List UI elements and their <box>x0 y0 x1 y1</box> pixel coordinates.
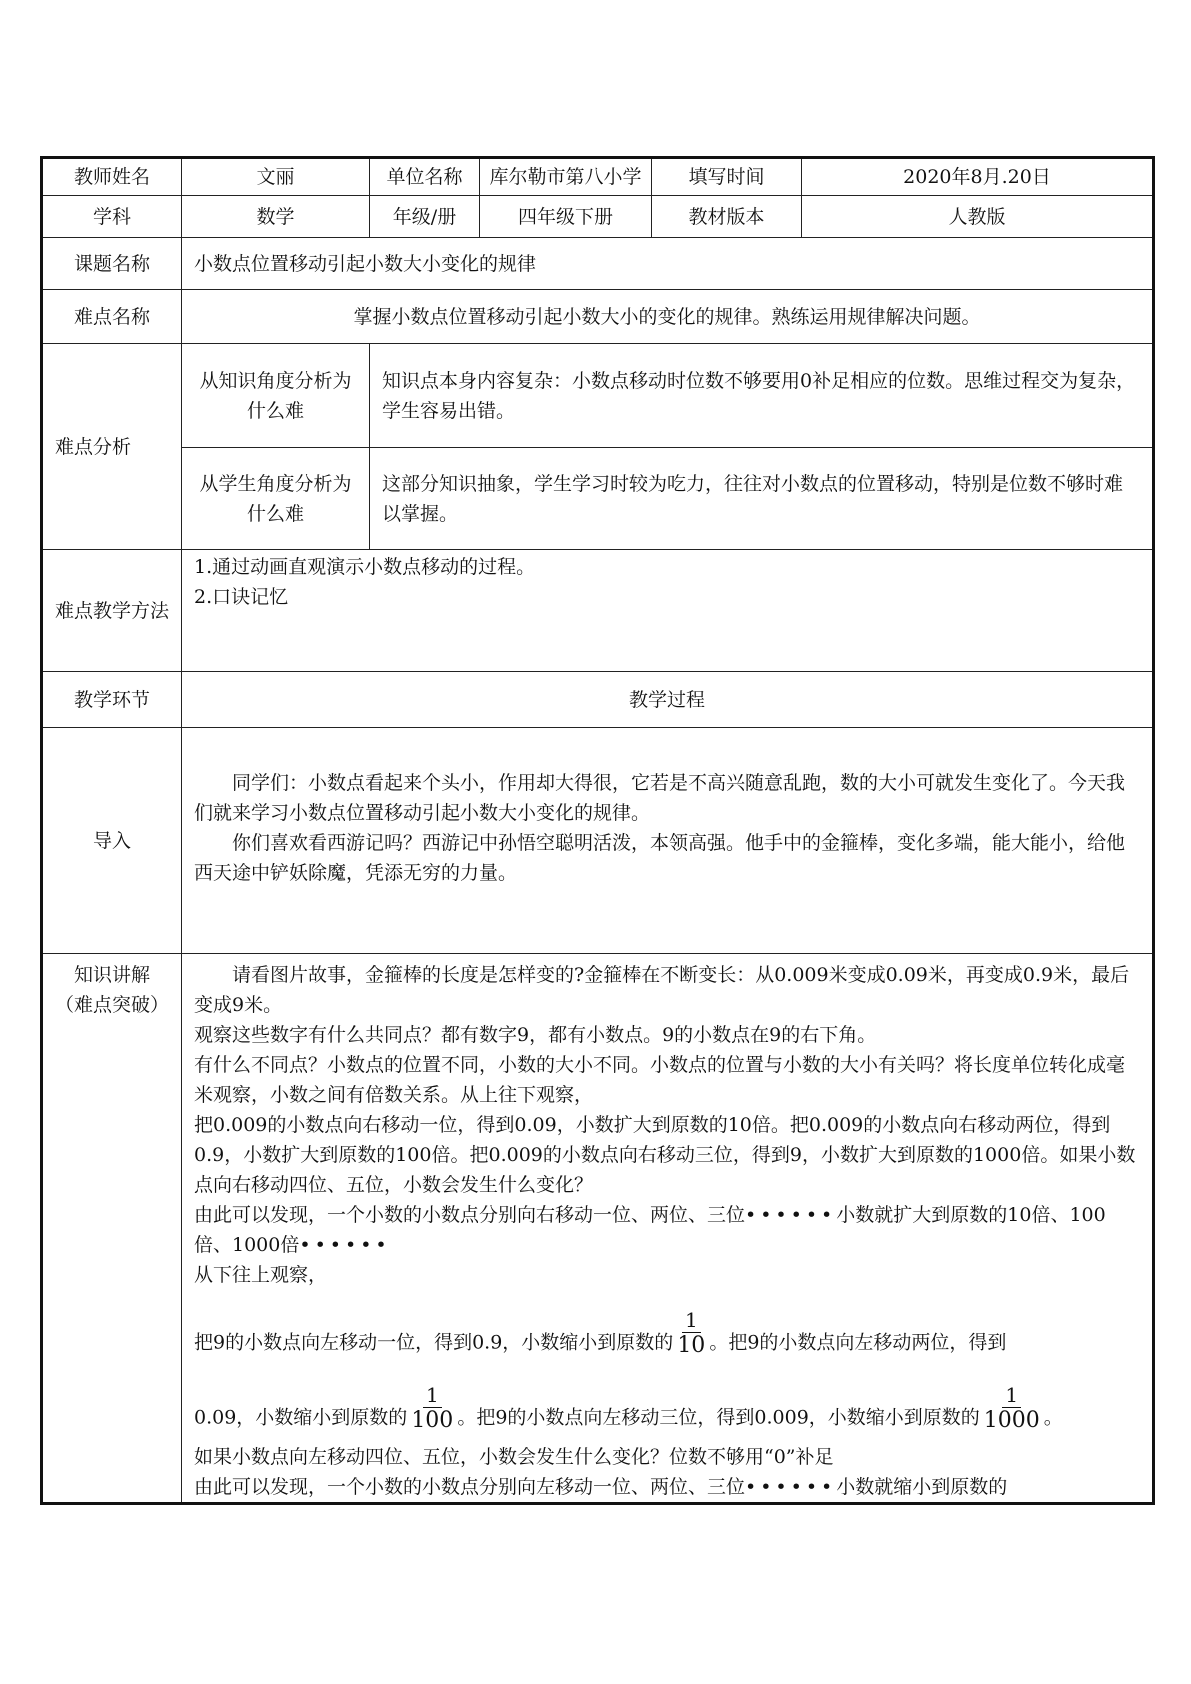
intro-content <box>182 728 1154 954</box>
student-angle-label: 从学生角度分析为什么难 <box>182 448 370 550</box>
knowledge-label: 知识讲解 <box>73 964 150 986</box>
difficulty-value: 掌握小数点位置移动引起小数大小的变化的规律。熟练运用规律解决问题。 <box>182 290 1154 344</box>
right-move-summary-a: 由此可以发现，一个小数的小数点分别向右移动一位、两位、三位 <box>194 1204 746 1226</box>
date-label: 填写时间 <box>652 158 802 196</box>
fraction-one-hundredth <box>411 1385 453 1432</box>
knowledge-paragraph-3: 有什么不同点？小数点的位置不同，小数的大小不同。小数点的位置与小数的大小有关吗？将长度单位转化成毫米观察，小数之间有倍数关系。从上往下观察， <box>194 1054 1126 1106</box>
left-move-text-a: 把9的小数点向左移动一位，得到0.9，小数缩小到原数的 <box>194 1331 674 1354</box>
knowledge-row <box>42 954 1154 1504</box>
analysis-label: 难点分析 <box>42 344 182 550</box>
date-value: 2020年8月.20日 <box>802 158 1154 196</box>
stage-header: 教学环节 <box>42 672 182 728</box>
right-move-summary-b: 小数就扩大到原数的10倍、100倍、1000倍 <box>194 1204 1106 1256</box>
process-header-row <box>42 672 1154 728</box>
intro-paragraph-2: 你们喜欢看西游记吗？西游记中孙悟空聪明活泼，本领高强。他手中的金箍棒，变化多端，能大能小，给他西天途中铲妖除魔，凭添无穷的力量。 <box>194 832 1126 884</box>
fraction-numerator: 1 <box>423 1385 442 1408</box>
student-angle-text: 这部分知识抽象，学生学习时较为吃力，往往对小数点的位置移动，特别是位数不够时难以掌握。 <box>370 448 1154 550</box>
fraction-denominator: 1000 <box>983 1408 1040 1433</box>
unit-label: 单位名称 <box>370 158 480 196</box>
knowledge-paragraph-6: 从下往上观察， <box>194 1264 328 1286</box>
left-move-text-c: 0.09，小数缩小到原数的 <box>194 1406 408 1429</box>
ellipsis-dots: •••••• <box>745 1476 837 1498</box>
knowledge-paragraph-4: 把0.009的小数点向右移动一位，得到0.09，小数扩大到原数的10倍。把0.009的小数点向右移动两位，得到0.9，小数扩大到原数的100倍。把0.009的小数点向右移动三位，得到9，小数扩大到原数的1000倍。如果小数点向右移动四位、五位，小数会发生什么变化？ <box>194 1114 1136 1196</box>
difficulty-row <box>42 290 1154 344</box>
intro-row <box>42 728 1154 954</box>
left-move-summary-a: 由此可以发现，一个小数的小数点分别向左移动一位、两位、三位 <box>194 1476 746 1498</box>
grade-value: 四年级下册 <box>480 196 652 238</box>
unit-value: 库尔勒市第八小学 <box>480 158 652 196</box>
method-content <box>182 550 1154 672</box>
fraction-denominator: 10 <box>677 1333 706 1358</box>
subject-label: 学科 <box>42 196 182 238</box>
ellipsis-dots: •••••• <box>745 1204 837 1226</box>
grade-label: 年级/册 <box>370 196 480 238</box>
topic-value: 小数点位置移动引起小数大小变化的规律 <box>182 238 1154 290</box>
fraction-numerator: 1 <box>1002 1385 1021 1408</box>
knowledge-content <box>182 954 1154 1504</box>
knowledge-sublabel: （难点突破） <box>54 994 169 1016</box>
analysis-row-knowledge <box>42 344 1154 448</box>
fraction-numerator: 1 <box>682 1310 701 1333</box>
knowledge-angle-text: 知识点本身内容复杂：小数点移动时位数不够要用0补足相应的位数。思维过程交为复杂，学生容易出错。 <box>370 344 1154 448</box>
method-row <box>42 550 1154 672</box>
knowledge-paragraph-1: 请看图片故事，金箍棒的长度是怎样变的?金箍棒在不断变长：从0.009米变成0.09米，再变成0.9米，最后变成9米。 <box>194 964 1130 1016</box>
knowledge-paragraph-2: 观察这些数字有什么共同点？都有数字9，都有小数点。9的小数点在9的右下角。 <box>194 1024 877 1046</box>
lesson-plan-table <box>40 156 1155 1505</box>
header-row-1 <box>42 158 1154 196</box>
method-item-2: 2.口诀记忆 <box>194 586 289 608</box>
subject-value: 数学 <box>182 196 370 238</box>
knowledge-paragraph-10 <box>194 1472 1140 1502</box>
topic-label: 课题名称 <box>42 238 182 290</box>
ellipsis-dots: •••••• <box>299 1234 391 1256</box>
knowledge-paragraph-9: 如果小数点向左移动四位、五位，小数会发生什么变化？位数不够用“0”补足 <box>194 1446 834 1468</box>
difficulty-label: 难点名称 <box>42 290 182 344</box>
knowledge-angle-label: 从知识角度分析为什么难 <box>182 344 370 448</box>
left-move-text-b: 。把9的小数点向左移动两位，得到 <box>709 1331 1007 1354</box>
knowledge-paragraph-5 <box>194 1200 1140 1260</box>
knowledge-label-cell <box>42 954 182 1504</box>
header-row-2 <box>42 196 1154 238</box>
left-move-text-e: 。 <box>1043 1406 1063 1429</box>
left-move-text-d: 。把9的小数点向左移动三位，得到0.009，小数缩小到原数的 <box>457 1406 980 1429</box>
teacher-value: 文丽 <box>182 158 370 196</box>
edition-label: 教材版本 <box>652 196 802 238</box>
fraction-denominator: 100 <box>411 1408 454 1433</box>
teacher-label: 教师姓名 <box>42 158 182 196</box>
intro-label: 导入 <box>42 728 182 954</box>
analysis-row-student <box>42 448 1154 550</box>
topic-row <box>42 238 1154 290</box>
fraction-one-thousandth <box>984 1385 1040 1432</box>
knowledge-paragraph-8 <box>194 1383 1140 1442</box>
process-header: 教学过程 <box>182 672 1154 728</box>
method-label: 难点教学方法 <box>42 550 182 672</box>
left-move-summary-b: 小数就缩小到原数的 <box>836 1476 1008 1498</box>
knowledge-paragraph-7 <box>194 1308 1140 1367</box>
method-item-1: 1.通过动画直观演示小数点移动的过程。 <box>194 556 536 578</box>
edition-value: 人教版 <box>802 196 1154 238</box>
fraction-one-tenth <box>677 1310 705 1357</box>
intro-paragraph-1: 同学们：小数点看起来个头小，作用却大得很，它若是不高兴随意乱跑，数的大小可就发生变化了。今天我们就来学习小数点位置移动引起小数大小变化的规律。 <box>194 772 1126 824</box>
